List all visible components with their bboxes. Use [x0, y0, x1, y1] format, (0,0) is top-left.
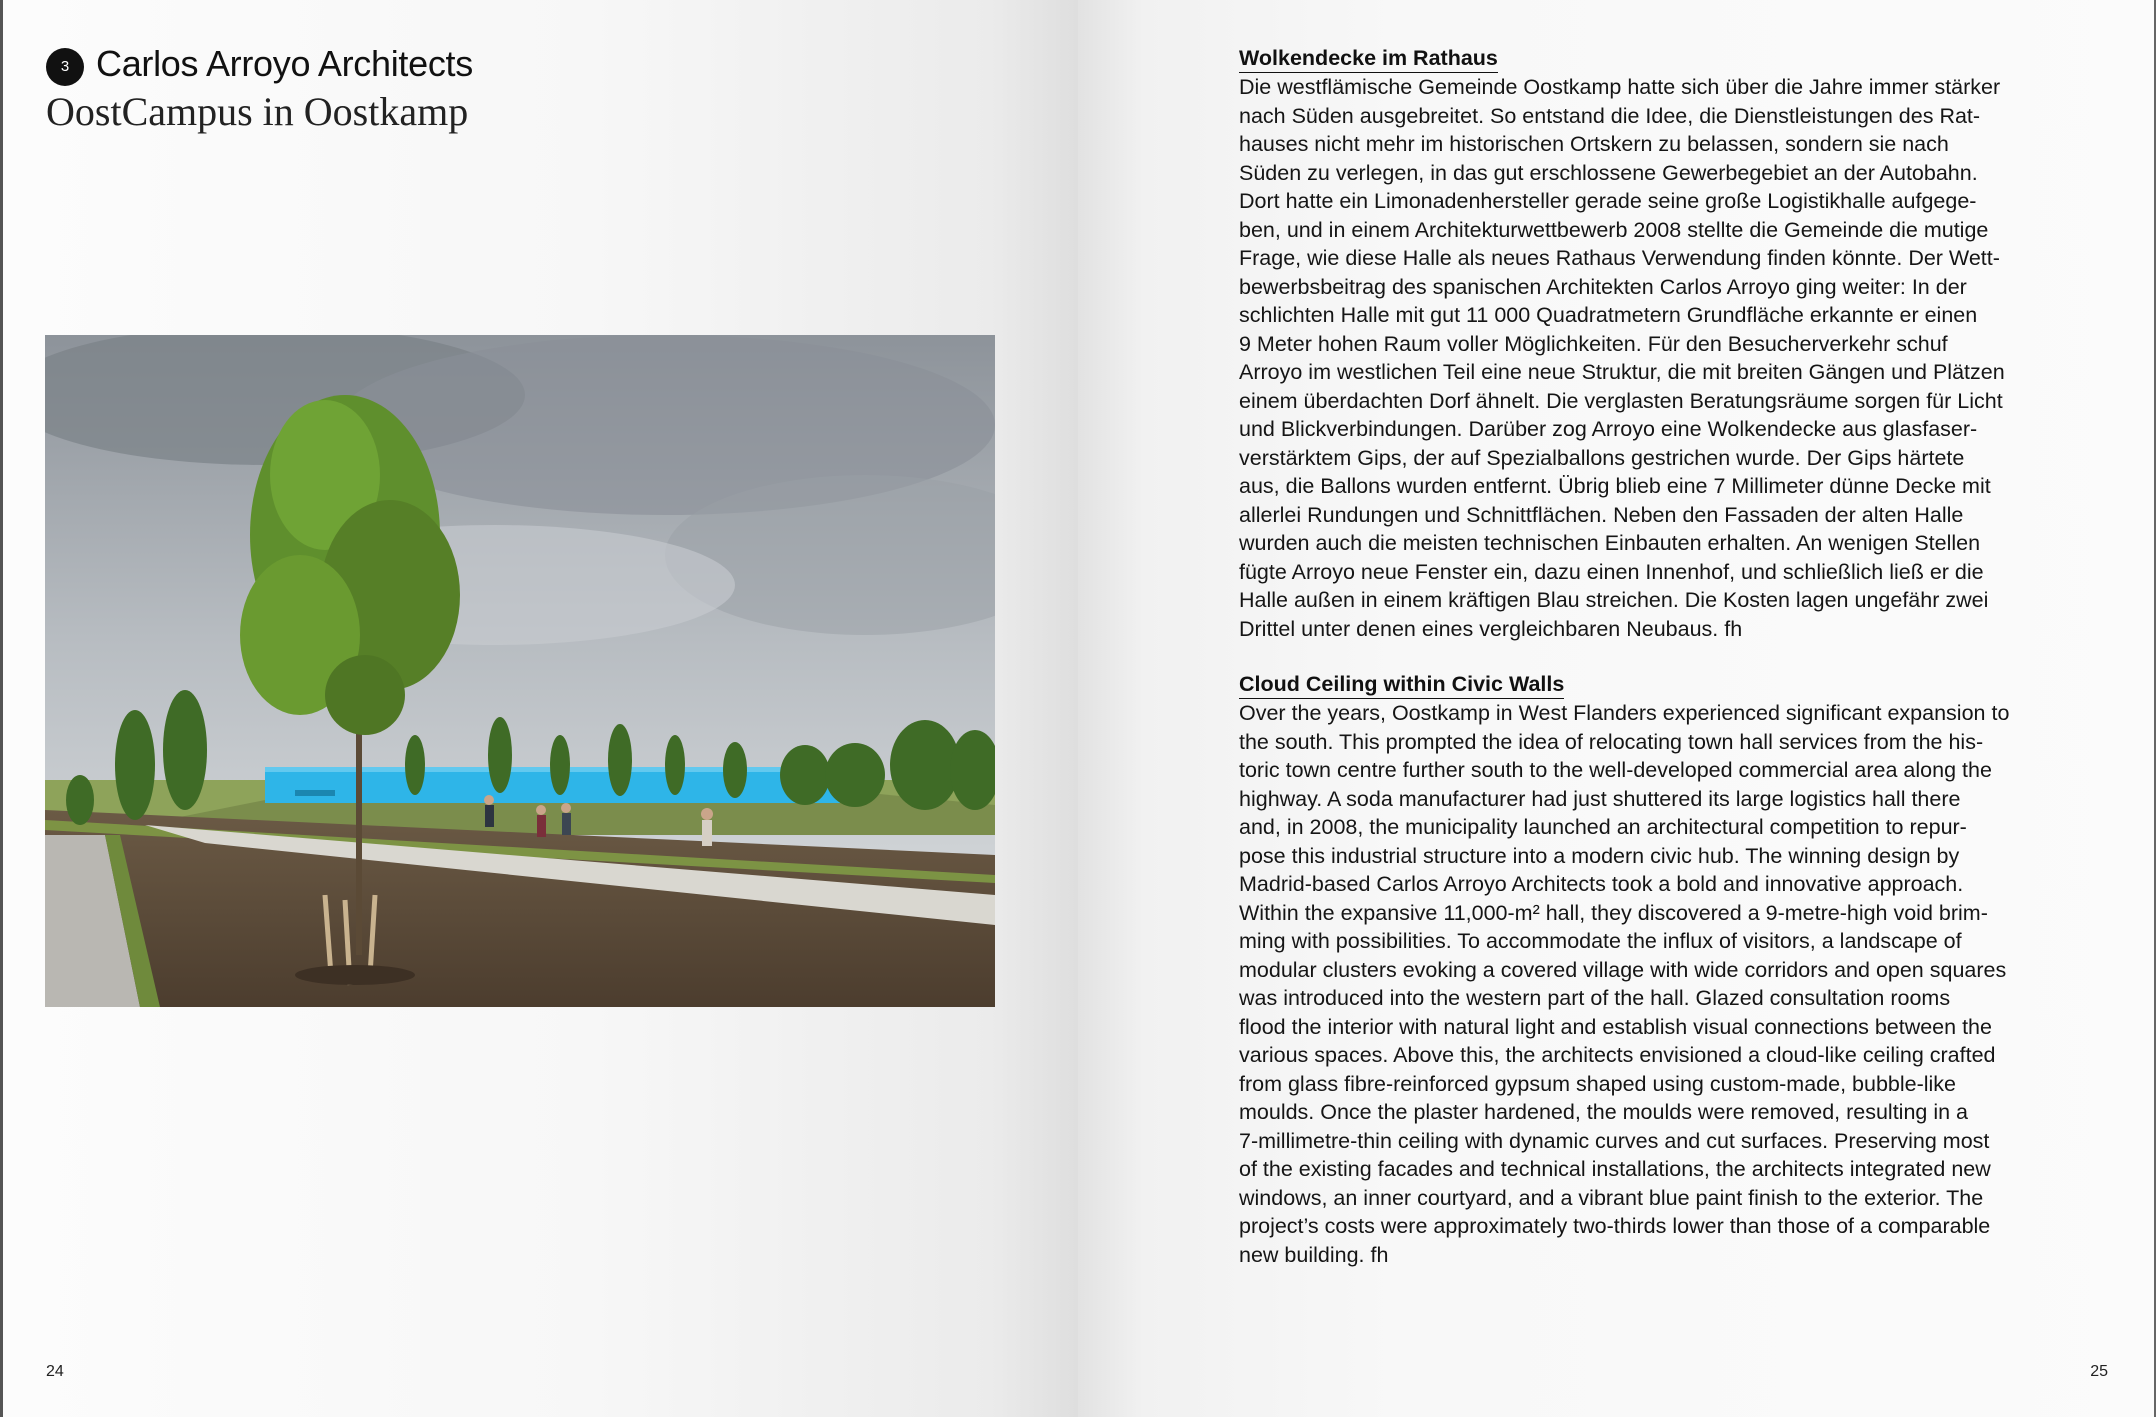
text-line: Süden zu verlegen, in das gut erschlossene Gewerbegebiet an der Autobahn.	[1239, 160, 1978, 185]
page-number-right: 25	[2090, 1363, 2108, 1380]
text-line: schlichten Halle mit gut 11 000 Quadratmetern Grundfläche erkannte er einen	[1239, 303, 1978, 327]
text-line: Within the expansive 11,000-m² hall, they discovered a 9-metre-high void brim-	[1239, 900, 1988, 925]
german-text-block	[1239, 44, 2119, 643]
text-line: und Blickverbindungen. Darüber zog Arroyo eine Wolkendecke aus glasfaser-	[1239, 417, 1978, 441]
text-line: 7-millimetre-thin ceiling with dynamic curves and cut surfaces. Preserving most	[1239, 1128, 1990, 1153]
text-line: from glass fibre-reinforced gypsum shaped using custom-made, bubble-like	[1239, 1071, 1957, 1096]
text-line: toric town centre further south to the well-developed commercial area along the	[1239, 758, 1992, 782]
text-line: flood the interior with natural light and establish visual connections between the	[1239, 1014, 1992, 1039]
german-heading: Wolkendecke im Rathaus	[1239, 44, 1498, 73]
page-number-left: 24	[46, 1363, 64, 1380]
text-line: Die westflämische Gemeinde Oostkamp hatte sich über die Jahre immer stärker	[1239, 75, 2001, 99]
text-line: fügte Arroyo neue Fenster ein, dazu einen Innenhof, und schließlich ließ er die	[1239, 559, 1984, 584]
english-text-block	[1239, 670, 2119, 1269]
text-line: Drittel unter denen eines vergleichbaren Neubaus. fh	[1239, 616, 1743, 641]
chapter-title: Carlos Arroyo Architects	[96, 43, 473, 84]
text-line: modular clusters evoking a covered village with wide corridors and open squares	[1239, 957, 2007, 982]
text-line: Frage, wie diese Halle als neues Rathaus Verwendung finden könnte. Der Wett-	[1239, 246, 2000, 270]
oostcampus-landscape-image	[45, 335, 995, 1007]
chapter-number-badge: 3	[46, 48, 84, 86]
text-line: highway. A soda manufacturer had just shuttered its large logistics hall there	[1239, 786, 1961, 811]
text-line: ming with possibilities. To accommodate the influx of visitors, a landscape of	[1239, 929, 1962, 953]
text-line: bewerbsbeitrag des spanischen Architekten Carlos Arroyo ging weiter: In der	[1239, 274, 1967, 299]
text-line: nach Süden ausgebreitet. So entstand die Idee, die Dienstleistungen des Rat-	[1239, 103, 1981, 128]
text-line: of the existing facades and technical installations, the architects integrated new	[1239, 1157, 1991, 1181]
german-paragraph	[1239, 73, 2119, 643]
text-line: einem überdachten Dorf ähnelt. Die verglasten Beratungsräume sorgen für Licht	[1239, 388, 2003, 413]
english-heading: Cloud Ceiling within Civic Walls	[1239, 670, 1564, 699]
text-line: allerlei Rundungen und Schnittflächen. Neben den Fassaden der alten Halle	[1239, 502, 1964, 527]
text-line: project’s costs were approximately two-thirds lower than those of a comparable	[1239, 1214, 1991, 1238]
text-line: aus, die Ballons wurden entfernt. Übrig blieb eine 7 Millimeter dünne Decke mit	[1239, 474, 1991, 498]
project-title: OostCampus in Oostkamp	[46, 89, 469, 134]
english-paragraph	[1239, 699, 2119, 1269]
text-line: 9 Meter hohen Raum voller Möglichkeiten. Für den Besucherverkehr schuf	[1239, 331, 1948, 356]
text-line: Over the years, Oostkamp in West Flanders experienced significant expansion to	[1239, 701, 2010, 725]
text-line: the south. This prompted the idea of relocating town hall services from the his-	[1239, 729, 1984, 754]
text-line: Halle außen in einem kräftigen Blau streichen. Die Kosten lagen ungefähr zwei	[1239, 588, 1989, 612]
text-line: new building. fh	[1239, 1242, 1389, 1267]
text-line: windows, an inner courtyard, and a vibrant blue paint finish to the exterior. The	[1239, 1185, 1984, 1210]
text-line: was introduced into the western part of the hall. Glazed consultation rooms	[1239, 986, 1951, 1010]
text-line: Arroyo im westlichen Teil eine neue Struktur, die mit breiten Gängen und Plätzen	[1239, 360, 2005, 384]
text-line: pose this industrial structure into a modern civic hub. The winning design by	[1239, 843, 1960, 868]
text-line: Dort hatte ein Limonadenhersteller gerade seine große Logistikhalle aufgege-	[1239, 189, 1977, 213]
text-line: hauses nicht mehr im historischen Ortskern zu belassen, sondern sie nach	[1239, 132, 1949, 156]
text-line: moulds. Once the plaster hardened, the moulds were removed, resulting in a	[1239, 1100, 1969, 1124]
text-line: wurden auch die meisten technischen Einbauten erhalten. An wenigen Stellen	[1239, 531, 1981, 555]
text-line: ben, und in einem Architekturwettbewerb 2008 stellte die Gemeinde die mutige	[1239, 217, 1989, 242]
building-photo	[45, 335, 995, 1007]
text-line: verstärktem Gips, der auf Spezialballons gestrichen wurde. Der Gips härtete	[1239, 445, 1965, 470]
page-edge-left	[0, 0, 3, 1417]
text-line: and, in 2008, the municipality launched an architectural competition to repur-	[1239, 815, 1967, 839]
text-line: various spaces. Above this, the architects envisioned a cloud-like ceiling crafted	[1239, 1043, 1996, 1067]
text-line: Madrid-based Carlos Arroyo Architects took a bold and innovative approach.	[1239, 872, 1964, 896]
